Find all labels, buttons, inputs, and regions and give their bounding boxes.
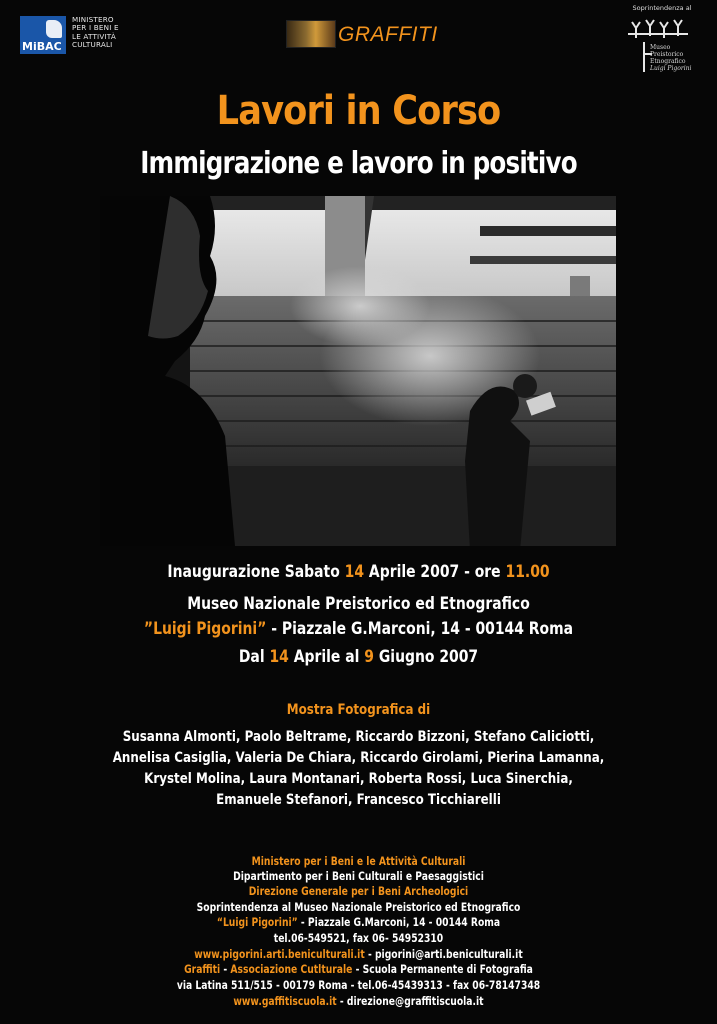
photographers-line-1: Susanna Almonti, Paolo Beltrame, Riccardo Bizzoni, Stefano Caliciotti, (122, 729, 595, 745)
footer-graffiti-address: via Latina 511/515 - 00179 Roma - tel.06-45439313 - fax 06-78147348 (176, 978, 541, 992)
photo-scene (100, 196, 616, 546)
film-strip-icon (286, 20, 336, 48)
footer-dipartimento: Dipartimento per i Beni Culturali e Paesaggistici (233, 869, 484, 883)
page-subtitle: Immigrazione e lavoro in positivo (140, 146, 577, 181)
footer-ministero: Ministero per i Beni e le Attività Culturali (251, 854, 466, 868)
mibac-text: MINISTERO PER I BENI E LE ATTIVITÀ CULTURALI (72, 15, 119, 50)
pigorini-email-link[interactable]: - pigorini@arti.beniculturali.it (364, 947, 523, 961)
photographers-line-3: Krystel Molina, Laura Montanari, Roberta Rossi, Luca Sinerchia, (144, 771, 573, 787)
footer-pigorini-address: “Luigi Pigorini” - Piazzale G.Marconi, 14 - 00144 Roma (216, 915, 501, 929)
soprintendenza-logo: Soprintendenza al Museo Preistorico Etnografico Luigi Pigorini (622, 4, 702, 84)
museum-name: Museo Nazionale Preistorico ed Etnografico (187, 594, 530, 614)
dates-line: Dal 14 Aprile al 9 Giugno 2007 (238, 647, 479, 667)
footer-web-pigorini (72, 947, 646, 961)
mibac-badge: MiBAC (20, 16, 66, 54)
mibac-emblem-icon (46, 20, 62, 38)
pigorini-website-link[interactable]: www.pigorini.arti.beniculturali.it (194, 947, 365, 961)
exhibition-photo (100, 196, 616, 546)
footer-tel: tel.06-549521, fax 06- 54952310 (273, 931, 444, 945)
graffiti-logo: GRAFFITI (286, 20, 438, 64)
mibac-logo (20, 16, 132, 54)
footer-direzione: Direzione Generale per i Beni Archeologici (248, 884, 469, 898)
footer-graffiti: Graffiti - Associazione Cutlturale - Scuola Permanente di Fotografia (184, 962, 533, 976)
inauguration-line: Inaugurazione Sabato 14 Aprile 2007 - ore 11.00 (167, 562, 550, 582)
graffiti-email-link[interactable]: - direzione@graffitiscuola.it (336, 994, 484, 1008)
photographers-line-4: Emanuele Stefanori, Francesco Ticchiarelli (216, 792, 501, 808)
soprintendenza-text: Museo Preistorico Etnografico Luigi Pigorini (650, 44, 692, 72)
footer-soprintendenza: Soprintendenza al Museo Nazionale Preistorico ed Etnografico (196, 900, 521, 914)
page-title: Lavori in Corso (216, 88, 501, 134)
photographers-line-2: Annelisa Casiglia, Valeria De Chiara, Riccardo Girolami, Pierina Lamanna, (112, 750, 605, 766)
graffiti-website-link[interactable]: www.gaffitiscuola.it (233, 994, 337, 1008)
exhibition-heading: Mostra Fotografica di (286, 702, 431, 718)
museum-address-line: ”Luigi Pigorini” - Piazzale G.Marconi, 14 - 00144 Roma (143, 619, 574, 639)
footer-web-graffiti (72, 994, 646, 1008)
